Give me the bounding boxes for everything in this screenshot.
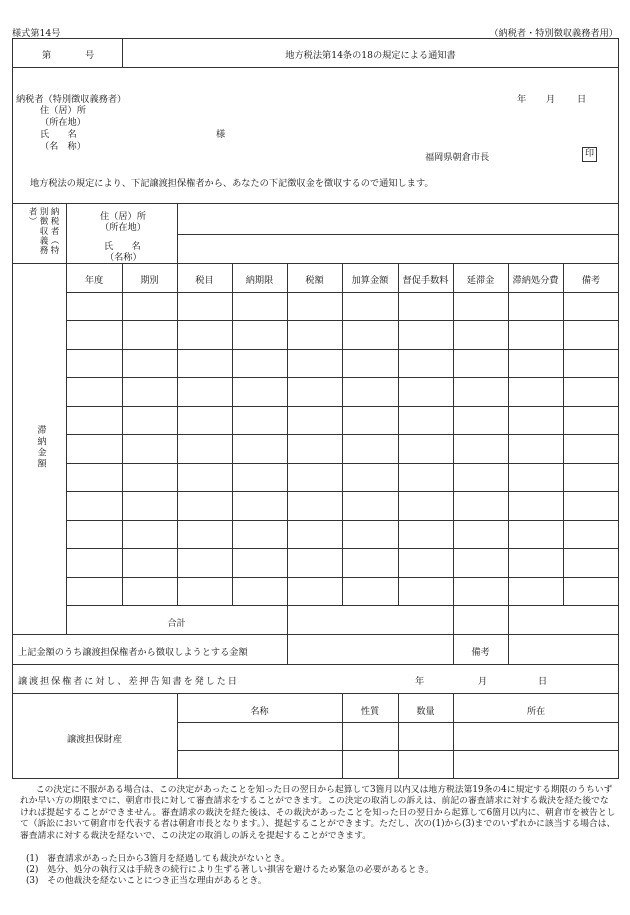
collect-amount-label: 上記金額のうち譲渡担保権者から徴収しようとする金額 [18, 647, 248, 658]
number-prefix: 第 [42, 50, 52, 61]
taxpayer-name: 氏 名 [104, 241, 141, 252]
property-label: 譲渡担保財産 [66, 734, 123, 745]
collect-remarks-label: 備考 [471, 647, 490, 658]
col-due-date: 納期限 [245, 275, 274, 286]
document-title: 地方税法第14条の18の規定による通知書 [285, 50, 456, 61]
taxpayer-name-alt: （名称） [105, 252, 142, 263]
appeal-notice: この決定に不服がある場合は、この決定があったことを知った日の翌日から起算して3箇月以内又は地方税法第19条の4に規定する期限のうちいずれか早い方の期限までに、朝倉市長に対して審査請求をすることができます。この決定の取消しの訴えは、前記の審査請求に対する裁決を経た後でなければ提起することができません。審査請求の裁決を経た後は、その裁決があったことを知った日の翌日から起算して6箇月以内に、朝倉市を被告として（訴訟において朝倉市を代表する者は朝倉市長となります。）、提起することができます。ただし、次の(1)から(3)までのいずれかに該当する場合は、審査請求に対する裁決を経ないで、この決定の取消しの訴えを提起することができます。 [20, 785, 616, 841]
addressee-name-alt: （名 称） [40, 141, 86, 152]
taxpayer-side-label: 納税者（特別徴収義務者） [27, 207, 59, 255]
arrears-side-label: 滞納金額 [35, 425, 46, 470]
property-col-quantity: 数量 [416, 706, 435, 717]
col-tax-amount: 税額 [305, 275, 324, 286]
date-year: 年 [517, 94, 527, 105]
col-fiscal-year: 年度 [84, 275, 104, 286]
seizure-notice-label: 譲渡担保権者に対し、差押告知書を発した日 [18, 676, 239, 687]
form-number: 様式第14号 [12, 28, 61, 39]
addressee-address: 住（居）所 [40, 105, 86, 116]
col-disposition-fee: 滞納処分費 [512, 275, 559, 286]
condition-item: (2) 処分、処分の執行又は手続きの続行により生ずる著しい損害を避けるため緊急の必要があるとき。 [26, 865, 434, 875]
number-suffix: 号 [85, 50, 95, 61]
seizure-year: 年 [415, 676, 425, 687]
seizure-month: 月 [478, 676, 488, 687]
form-audience: （納税者・特別徴収義務者用） [489, 28, 618, 39]
property-col-location: 所在 [526, 706, 546, 717]
col-remarks: 備考 [581, 275, 601, 286]
col-late-fee: 延滞金 [466, 275, 495, 286]
date-day: 日 [577, 94, 587, 105]
property-col-nature: 性質 [360, 706, 380, 717]
notice-message: 地方税法の規定により、下記譲渡担保権者から、あなたの下記徴収金を徴収するので通知します。 [30, 178, 434, 189]
addressee-name: 氏 名 [40, 129, 77, 140]
seal-box: 印 [582, 147, 597, 162]
col-dunning-fee: 督促手数料 [402, 275, 449, 286]
appeal-conditions [26, 854, 434, 887]
col-additional-amount: 加算金額 [351, 275, 389, 286]
taxpayer-address: 住（居）所 [100, 211, 146, 222]
property-col-name: 名称 [250, 706, 269, 717]
arrears-total-label: 合計 [167, 618, 186, 629]
condition-item: (3) その他裁決を経ないことにつき正当な理由があるとき。 [26, 876, 267, 886]
honorific: 様 [216, 129, 226, 140]
col-period: 期別 [140, 275, 159, 286]
form-frame [12, 38, 619, 779]
addressee-location: （所在地） [40, 117, 86, 128]
taxpayer-location: （所在地） [100, 222, 146, 233]
date-month: 月 [546, 94, 556, 105]
col-tax-item: 税目 [195, 275, 214, 286]
addressee-label: 納税者（特別徴収義務者） [16, 94, 127, 105]
issuer-name: 福岡県朝倉市長 [425, 152, 490, 163]
condition-item: (1) 審査請求があった日から3箇月を経過しても裁決がないとき。 [26, 854, 290, 864]
seizure-day: 日 [538, 676, 548, 687]
